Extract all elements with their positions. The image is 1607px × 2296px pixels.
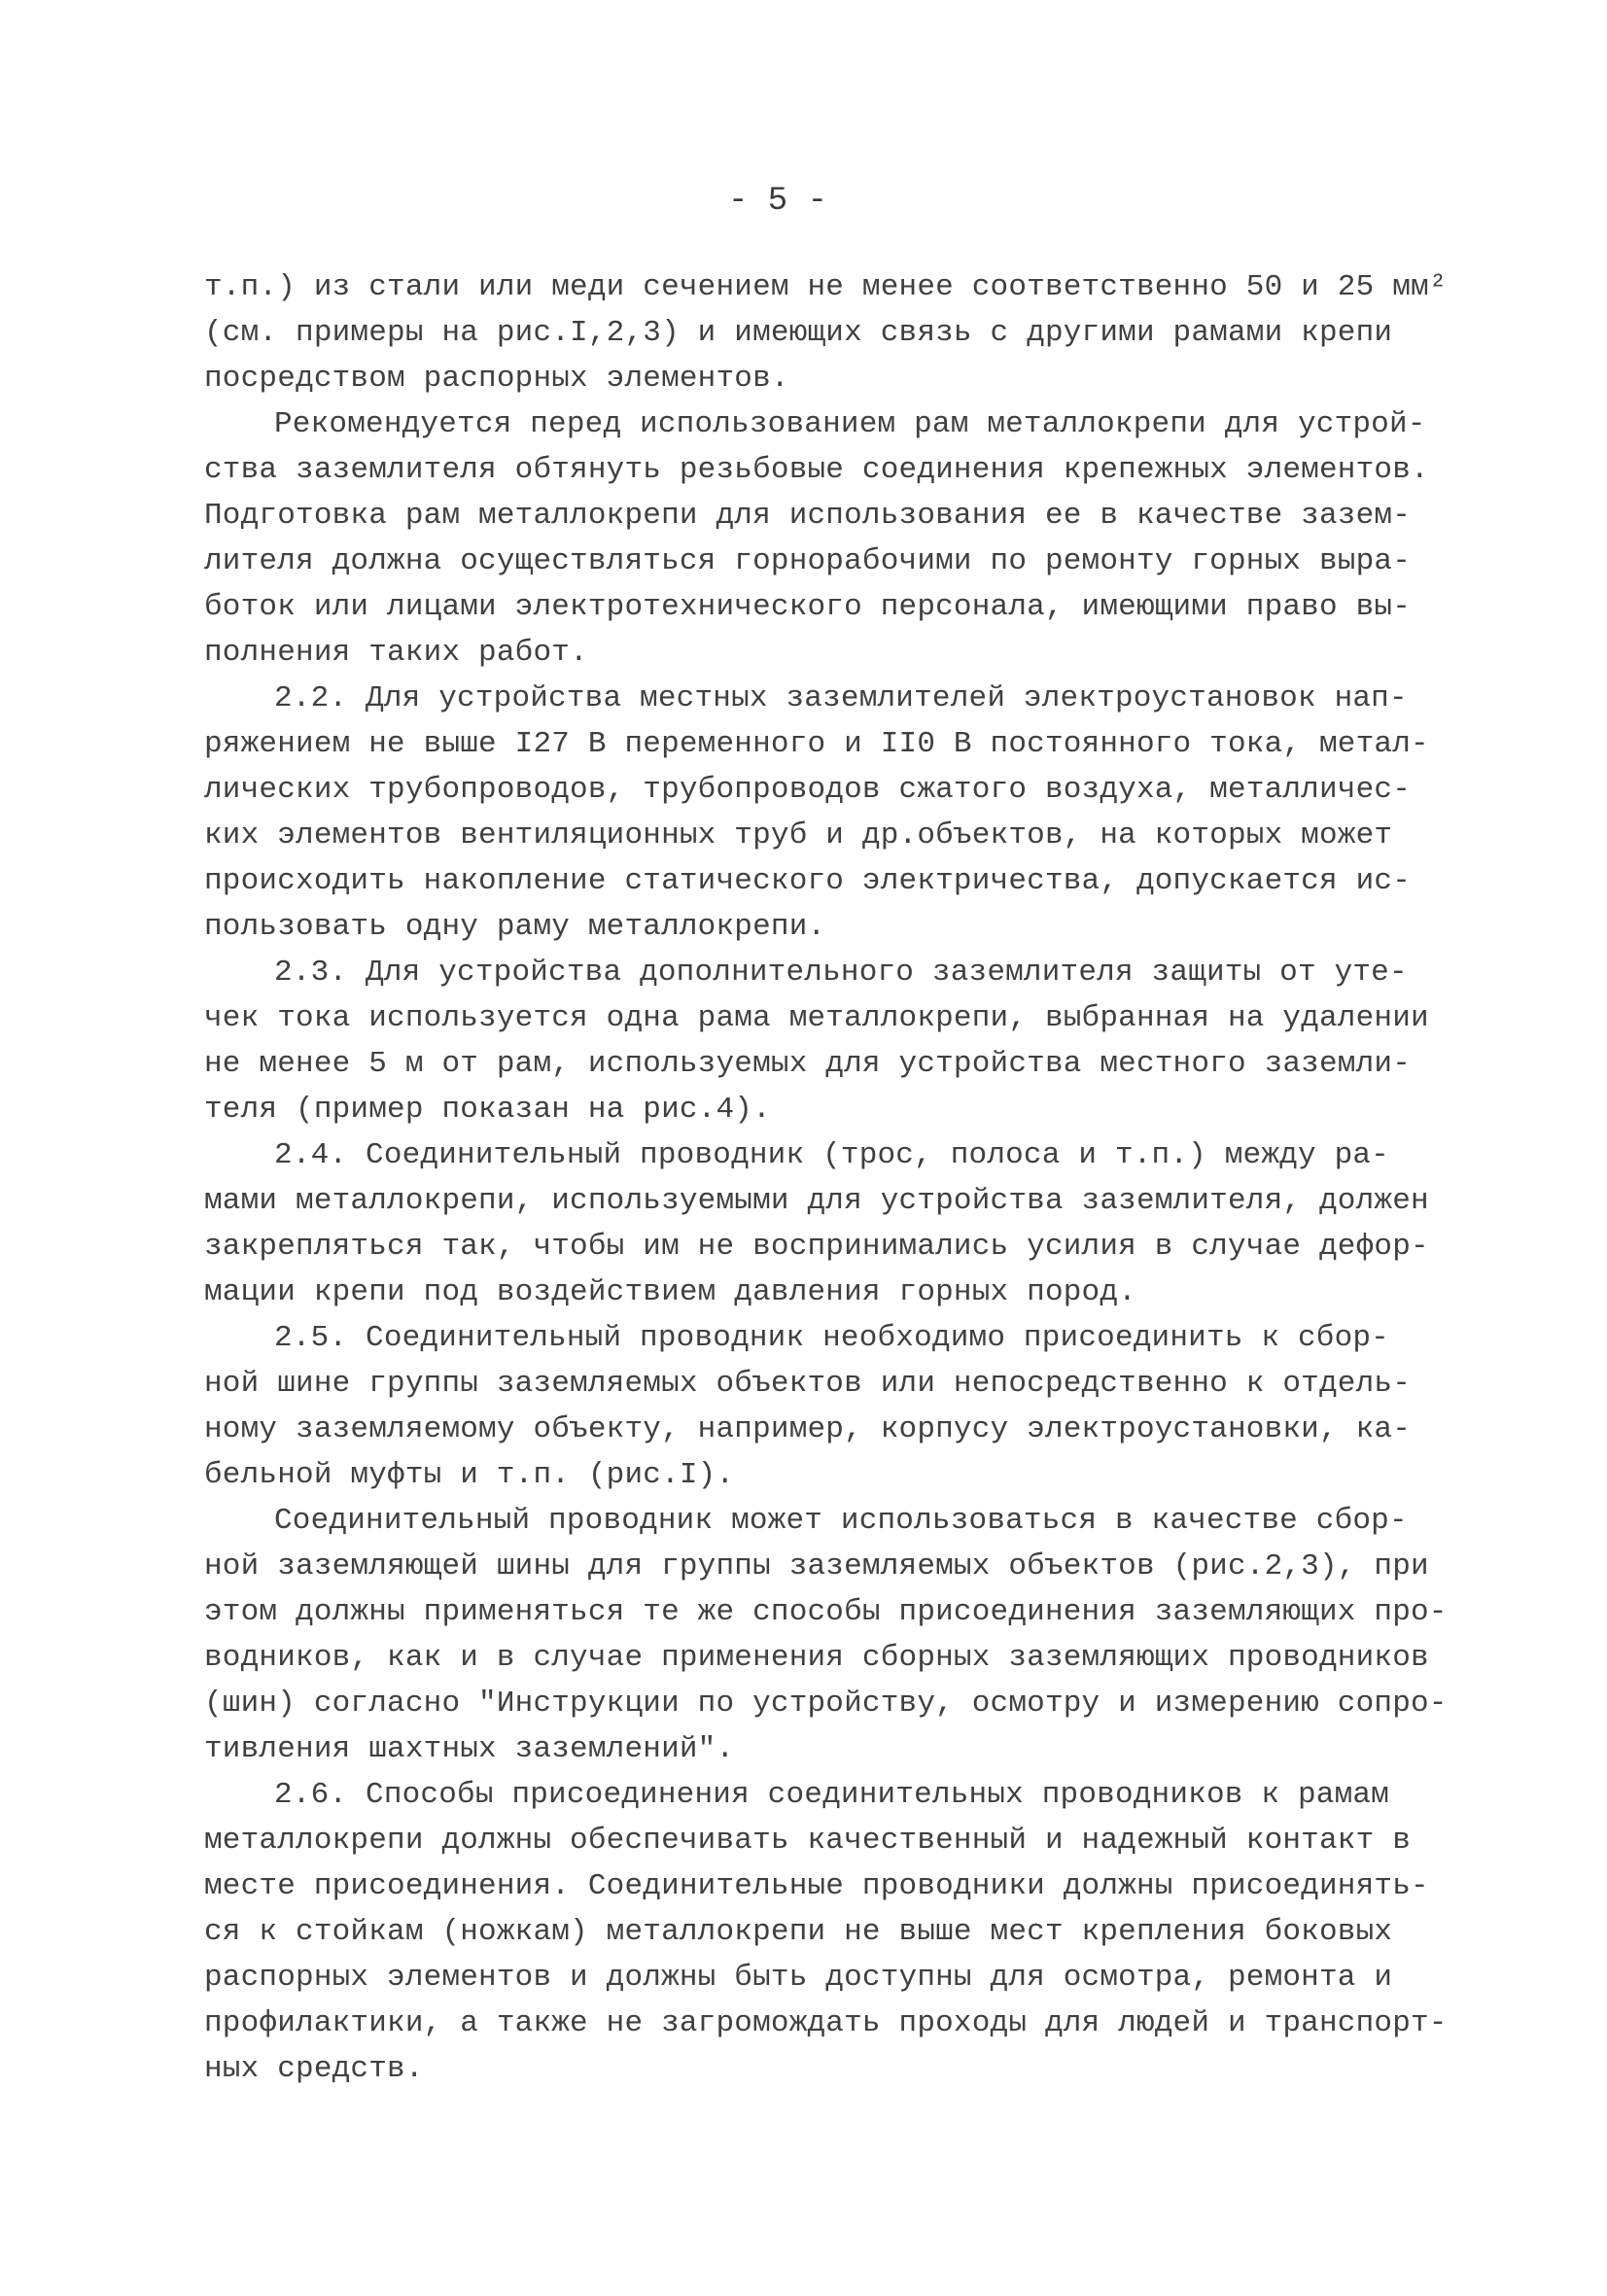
text-line: этом должны применяться те же способы присоединения заземляющих про-: [204, 1595, 1448, 1629]
text-line: 2.6. Способы присоединения соединительных проводников к рамам: [274, 1778, 1389, 1812]
text-line: теля (пример показан на рис.4).: [204, 1093, 771, 1127]
text-line: 2.4. Соединительный проводник (трос, полоса и т.п.) между ра-: [274, 1138, 1389, 1172]
text-line: ряжением не выше I27 В переменного и II0 В постоянного тока, метал-: [204, 727, 1429, 761]
text-line: месте присоединения. Соединительные проводники должны присоединять-: [204, 1869, 1429, 1903]
text-line: 2.5. Соединительный проводник необходимо присоединить к сбор-: [274, 1321, 1389, 1355]
text-line: водников, как и в случае применения сборных заземляющих проводников: [204, 1641, 1429, 1675]
text-line: Подготовка рам металлокрепи для использования ее в качестве зазем-: [204, 499, 1411, 533]
text-line: (шин) согласно "Инструкции по устройству, осмотру и измерению сопро-: [204, 1687, 1448, 1721]
text-line: (см. примеры на рис.I,2,3) и имеющих связь с другими рамами крепи: [204, 316, 1393, 350]
text-line: Рекомендуется перед использованием рам металлокрепи для устрой-: [274, 407, 1426, 441]
text-line: Соединительный проводник может использоваться в качестве сбор-: [274, 1504, 1408, 1538]
text-line: посредством распорных элементов.: [204, 362, 789, 396]
text-line: ной шине группы заземляемых объектов или непосредственно к отдель-: [204, 1367, 1411, 1401]
text-line: лителя должна осуществляться горнорабочими по ремонту горных выра-: [204, 544, 1411, 578]
text-line: профилактики, а также не загромождать проходы для людей и транспорт-: [204, 2006, 1448, 2040]
text-line: металлокрепи должны обеспечивать качественный и надежный контакт в: [204, 1824, 1411, 1858]
document-body: [204, 264, 1468, 2092]
text-line: ной заземляющей шины для группы заземляемых объектов (рис.2,3), при: [204, 1549, 1429, 1583]
text-line: распорных элементов и должны быть доступны для осмотра, ремонта и: [204, 1961, 1393, 1995]
text-line: происходить накопление статического электричества, допускается ис-: [204, 864, 1411, 898]
text-line: мами металлокрепи, используемыми для устройства заземлителя, должен: [204, 1184, 1429, 1218]
text-line: ному заземляемому объекту, например, корпусу электроустановки, ка-: [204, 1412, 1411, 1446]
text-line: ных средств.: [204, 2052, 424, 2086]
text-line: не менее 5 м от рам, используемых для устройства местного заземли-: [204, 1047, 1411, 1081]
text-line: полнения таких работ.: [204, 636, 588, 670]
text-line: ся к стойкам (ножкам) металлокрепи не выше мест крепления боковых: [204, 1915, 1393, 1949]
text-line: 2.2. Для устройства местных заземлителей электроустановок нап-: [274, 681, 1408, 715]
text-line: боток или лицами электротехнического персонала, имеющими право вы-: [204, 590, 1411, 624]
text-line: закрепляться так, чтобы им не воспринимались усилия в случае дефор-: [204, 1230, 1429, 1264]
text-line: чек тока используется одна рама металлокрепи, выбранная на удалении: [204, 1001, 1429, 1035]
text-line: ства заземлителя обтянуть резьбовые соединения крепежных элементов.: [204, 453, 1429, 487]
text-line: бельной муфты и т.п. (рис.I).: [204, 1458, 735, 1492]
page-number: - 5 -: [727, 183, 828, 220]
text-line: ких элементов вентиляционных труб и др.объектов, на которых может: [204, 818, 1393, 852]
text-line: лических трубопроводов, трубопроводов сжатого воздуха, металличес-: [204, 773, 1411, 807]
text-line: пользовать одну раму металлокрепи.: [204, 910, 826, 944]
text-line: т.п.) из стали или меди сечением не менее соответственно 50 и 25 мм²: [204, 270, 1448, 304]
text-line: мации крепи под воздействием давления горных пород.: [204, 1275, 1136, 1309]
text-line: тивления шахтных заземлений".: [204, 1732, 735, 1766]
text-line: 2.3. Для устройства дополнительного заземлителя защиты от уте-: [274, 956, 1408, 990]
